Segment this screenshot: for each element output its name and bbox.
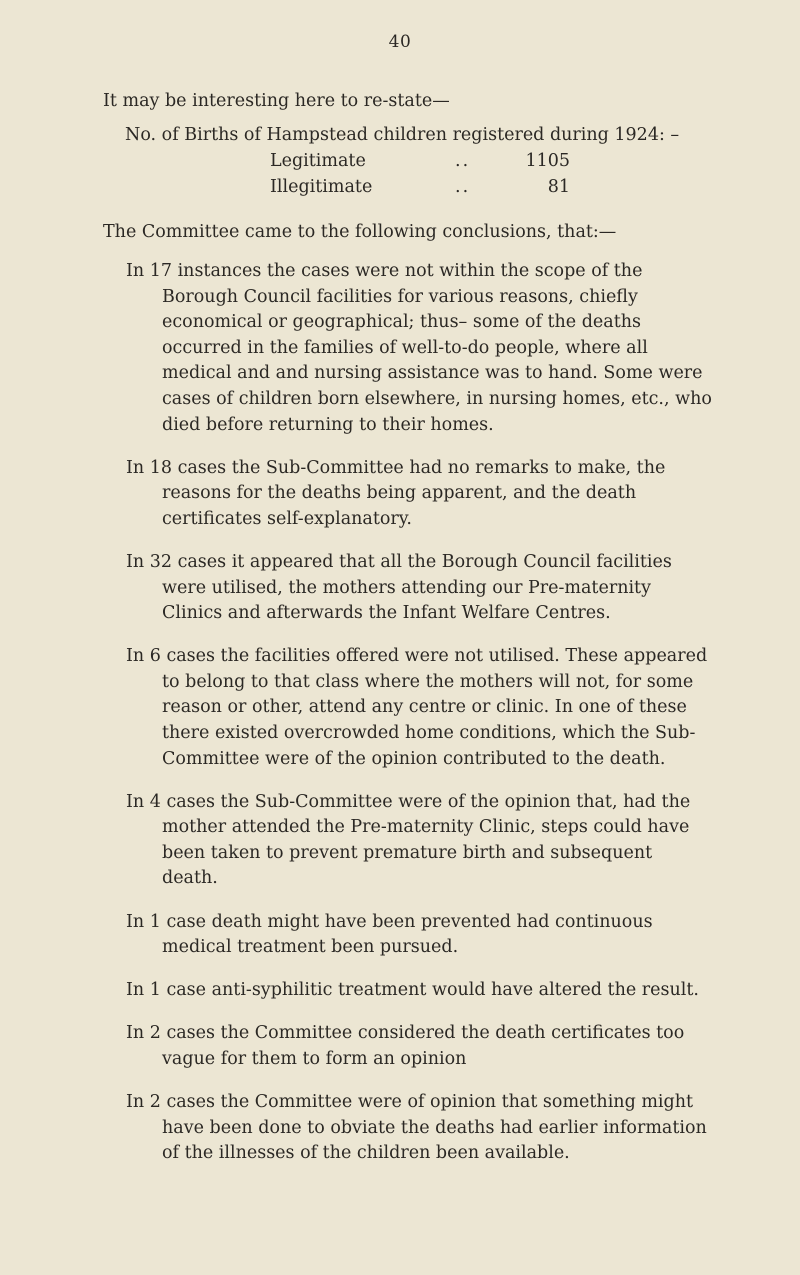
births-label: Illegitimate xyxy=(270,177,373,197)
finding-paragraph: In 1 case anti-syphilitic treatment would have altered the result. xyxy=(126,980,699,1001)
births-label: Legitimate xyxy=(270,151,366,171)
intro-line: It may be interesting here to re-state— xyxy=(103,91,450,111)
births-heading: No. of Births of Hampstead children registered during 1924: – xyxy=(125,125,680,145)
page-number: 40 xyxy=(388,32,412,52)
births-table xyxy=(0,148,800,200)
births-row-illegitimate xyxy=(0,174,800,200)
finding-paragraph: In 1 case death might have been prevented had continuous medical treatment been pursued. xyxy=(126,911,653,958)
findings-list xyxy=(0,259,800,1167)
finding-paragraph: In 32 cases it appeared that all the Borough Council facilities were utilised, the mothers attending our Pre-maternity Clinics and afterwards the Infant Welfare Centres. xyxy=(126,551,672,624)
leader-dots: .. xyxy=(455,177,471,197)
births-value: 81 xyxy=(547,177,570,197)
finding-paragraph: In 17 instances the cases were not within the scope of the Borough Council facilities for various reasons, chiefly economical or geographical; thus– some of the deaths occurred in the families of well-to-do people, where all medical and and nursing assistance was to hand. Some were cases of children born elsewhere, in nursing homes, etc., who died before returning to their homes. xyxy=(126,261,712,435)
finding-paragraph: In 4 cases the Sub-Committee were of the opinion that, had the mother attended the Pre-maternity Clinic, steps could have been taken to prevent premature birth and subsequent death. xyxy=(126,791,691,889)
finding-paragraph: In 2 cases the Committee considered the death certificates too vague for them to form an opinion xyxy=(126,1023,685,1069)
births-row-legitimate xyxy=(0,148,800,174)
births-value: 1105 xyxy=(525,151,570,171)
finding-paragraph: In 18 cases the Sub-Committee had no remarks to make, the reasons for the deaths being apparent, and the death certificates self-explanatory. xyxy=(126,457,666,529)
finding-paragraph: In 2 cases the Committee were of opinion that something might have been done to obviate the deaths had earlier information of the illnesses of the children been available. xyxy=(126,1092,707,1164)
document-body xyxy=(0,88,800,1184)
conclusions-intro: The Committee came to the following conclusions, that:— xyxy=(103,222,617,242)
finding-paragraph: In 6 cases the facilities offered were not utilised. These appeared to belong to that class where the mothers will not, for some reason or other, attend any centre or clinic. In one of these there existed overcrowded home conditions, which the Sub-Committee were of the opinion contributed to the death. xyxy=(126,646,708,769)
leader-dots: .. xyxy=(455,151,471,171)
